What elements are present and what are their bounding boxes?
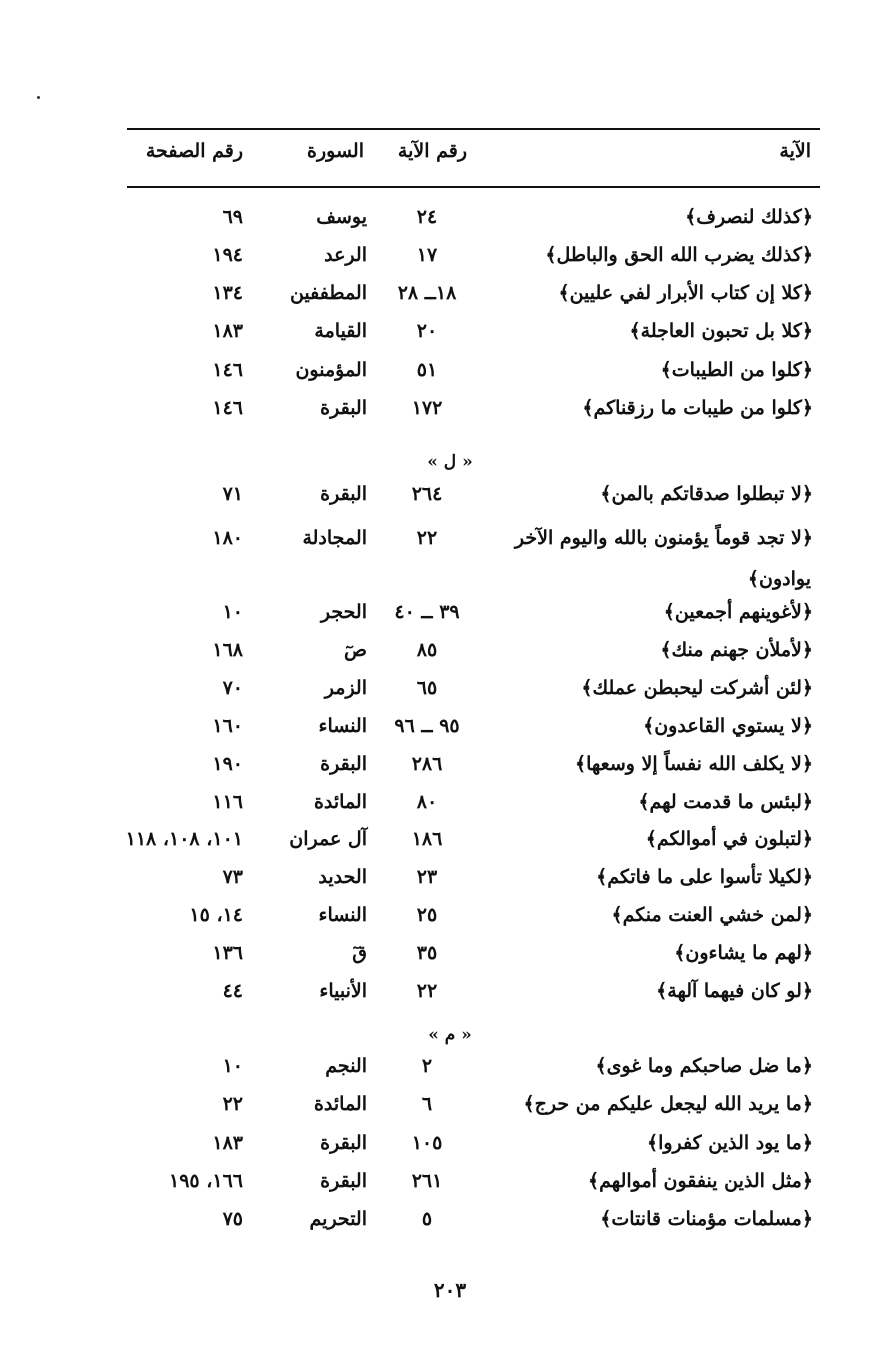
page-ref: ١٣٤ [212, 282, 243, 304]
verse-number: ٢٠ [416, 320, 438, 342]
verse-number: ٨٥ [416, 639, 438, 661]
page-ref: ١١٦ [212, 791, 243, 813]
section-heading-lam: « ل » [427, 452, 473, 472]
table-row [0, 866, 891, 900]
surah-name: التحريم [309, 1208, 367, 1230]
page-ref: ١٠ [222, 1055, 243, 1077]
table-row [0, 1208, 891, 1242]
verse-text: ﴿ما يريد الله ليجعل عليكم من حرج﴾ [523, 1093, 813, 1115]
table-row [0, 942, 891, 976]
verse-text: ﴿لا تبطلوا صدقاتكم بالمن﴾ [600, 483, 813, 505]
page-ref: ١٩٤ [212, 244, 243, 266]
verse-text: ﴿ما يود الذين كفروا﴾ [646, 1132, 813, 1154]
verse-number: ٣٥ [416, 942, 438, 964]
table-row [0, 1093, 891, 1127]
verse-text: ﴿لا تجد قوماً يؤمنون بالله واليوم الآخر [514, 527, 813, 549]
page-ref: ١٠ [222, 601, 243, 623]
page-ref: ١٨٣ [212, 320, 243, 342]
surah-name: صٓ [344, 639, 367, 661]
page-ref: ٢٢ [222, 1093, 243, 1115]
verse-text: ﴿لمن خشي العنت منكم﴾ [611, 904, 813, 926]
surah-name: المطففين [289, 282, 367, 304]
table-row [0, 601, 891, 635]
page-ref: ١٨٣ [212, 1132, 243, 1154]
surah-name: الرعد [324, 244, 367, 266]
verse-number: ١٨٦ [411, 828, 443, 850]
surah-name: الأنبياء [319, 980, 367, 1002]
page-ref: ١٦٦، ١٩٥ [169, 1170, 243, 1192]
table-row [0, 483, 891, 517]
page-ref: ١٠١، ١٠٨، ١١٨ [125, 828, 243, 850]
verse-text: ﴿لهم ما يشاءون﴾ [674, 942, 813, 964]
verse-number: ٢٥ [416, 904, 438, 926]
verse-number: ٢٢ [416, 527, 438, 549]
surah-name: البقرة [320, 397, 367, 419]
page-ref: ٤٤ [222, 980, 243, 1002]
table-row [0, 206, 891, 240]
verse-number: ٦٥ [416, 677, 438, 699]
verse-text: ﴿لبئس ما قدمت لهم﴾ [638, 791, 813, 813]
page-ref: ١٦٠ [212, 715, 243, 737]
table-row [0, 320, 891, 354]
table-top-rule [127, 128, 820, 130]
surah-name: القيامة [314, 320, 367, 342]
verse-number: ٥ [421, 1208, 433, 1230]
verse-text: ﴿لأملأن جهنم منك﴾ [660, 639, 813, 661]
table-row [0, 828, 891, 862]
verse-number: ٢٢ [416, 980, 438, 1002]
surah-name: البقرة [320, 483, 367, 505]
table-row [0, 359, 891, 393]
table-row [0, 791, 891, 825]
page-ref: ٦٩ [222, 206, 243, 228]
verse-text: ﴿كذلك يضرب الله الحق والباطل﴾ [545, 244, 813, 266]
table-row [0, 244, 891, 278]
verse-text: ﴿مثل الذين ينفقون أموالهم﴾ [588, 1170, 813, 1192]
table-row [0, 677, 891, 711]
surah-name: النساء [318, 904, 367, 926]
verse-text: ﴿لا يكلف الله نفساً إلا وسعها﴾ [574, 753, 813, 775]
surah-name: النجم [325, 1055, 367, 1077]
verse-number: ١٨ــ ٢٨ [397, 282, 457, 304]
verse-text: ﴿مسلمات مؤمنات قانتات﴾ [600, 1208, 813, 1230]
verse-text: ﴿لا يستوي القاعدون﴾ [643, 715, 813, 737]
verse-number: ١٧٢ [411, 397, 443, 419]
surah-name: الزمر [324, 677, 367, 699]
header-page-number: رقم الصفحة [145, 140, 243, 162]
verse-number: ٦ [421, 1093, 433, 1115]
verse-text: ﴿لو كان فيهما آلهة﴾ [656, 980, 813, 1002]
verse-number: ٩٥ ــ ٩٦ [394, 715, 460, 737]
table-row [0, 1055, 891, 1089]
page-ref: ١٨٠ [212, 527, 243, 549]
section-heading-mim: « م » [428, 1025, 472, 1045]
table-row [0, 980, 891, 1014]
verse-text: ﴿كلوا من طيبات ما رزقناكم﴾ [582, 397, 813, 419]
page-ref: ٧١ [222, 483, 243, 505]
verse-number: ٢ [421, 1055, 433, 1077]
surah-name: البقرة [320, 1132, 367, 1154]
verse-number: ١٠٥ [411, 1132, 443, 1154]
surah-name: يوسف [316, 206, 367, 228]
verse-text: ﴿كذلك لنصرف﴾ [685, 206, 813, 228]
table-row [0, 282, 891, 316]
verse-text: ﴿لتبلون في أموالكم﴾ [645, 828, 813, 850]
header-verse: الآية [779, 140, 811, 162]
table-header-rule [127, 186, 820, 188]
page-ref: ١٩٠ [212, 753, 243, 775]
page-ref: ٧٥ [222, 1208, 243, 1230]
verse-text: ﴿ما ضل صاحبكم وما غوى﴾ [595, 1055, 813, 1077]
page-number: ٢٠٣ [433, 1278, 467, 1302]
verse-text: ﴿لئن أشركت ليحبطن عملك﴾ [581, 677, 813, 699]
surah-name: البقرة [320, 1170, 367, 1192]
surah-name: البقرة [320, 753, 367, 775]
verse-text: ﴿كلا إن كتاب الأبرار لفي عليين﴾ [558, 282, 813, 304]
table-row [0, 527, 891, 561]
page-ref: ١٤٦ [212, 397, 243, 419]
verse-number: ٢٣ [416, 866, 438, 888]
header-verse-number: رقم الآية [397, 140, 467, 162]
surah-name: الحديد [318, 866, 367, 888]
page-ref: ١٣٦ [212, 942, 243, 964]
table-row [0, 904, 891, 938]
verse-text: ﴿كلوا من الطيبات﴾ [660, 359, 813, 381]
page-ref: ١٤، ١٥ [189, 904, 243, 926]
table-row [0, 753, 891, 787]
verse-number: ٢٨٦ [411, 753, 443, 775]
page-ref: ٧٠ [222, 677, 243, 699]
verse-number: ١٧ [416, 244, 438, 266]
header-surah: السورة [307, 140, 364, 162]
verse-number: ٢٦١ [411, 1170, 443, 1192]
scan-speck [37, 96, 40, 99]
verse-number: ٨٠ [416, 791, 438, 813]
table-row [0, 1132, 891, 1166]
surah-name: آل عمران [289, 828, 367, 850]
verse-number: ٥١ [416, 359, 438, 381]
surah-name: المائدة [313, 1093, 367, 1115]
table-row [0, 1170, 891, 1204]
verse-text: ﴿لكيلا تأسوا على ما فاتكم﴾ [596, 866, 813, 888]
surah-name: النساء [318, 715, 367, 737]
table-row [0, 639, 891, 673]
surah-name: الحجر [320, 601, 367, 623]
verse-text: ﴿لأغوينهم أجمعين﴾ [663, 601, 813, 623]
verse-text: ﴿كلا بل تحبون العاجلة﴾ [629, 320, 813, 342]
table-row [0, 715, 891, 749]
table-row [0, 397, 891, 431]
page-ref: ١٤٦ [212, 359, 243, 381]
verse-number: ٣٩ ــ ٤٠ [394, 601, 460, 623]
surah-name: قٓ [352, 942, 367, 964]
page-ref: ٧٣ [222, 866, 243, 888]
verse-number: ٢٦٤ [411, 483, 443, 505]
surah-name: المجادلة [302, 527, 367, 549]
surah-name: المائدة [313, 791, 367, 813]
page-ref: ١٦٨ [212, 639, 243, 661]
verse-number: ٢٤ [416, 206, 438, 228]
surah-name: المؤمنون [295, 359, 367, 381]
verse-continuation: يوادون﴾ [747, 568, 811, 590]
